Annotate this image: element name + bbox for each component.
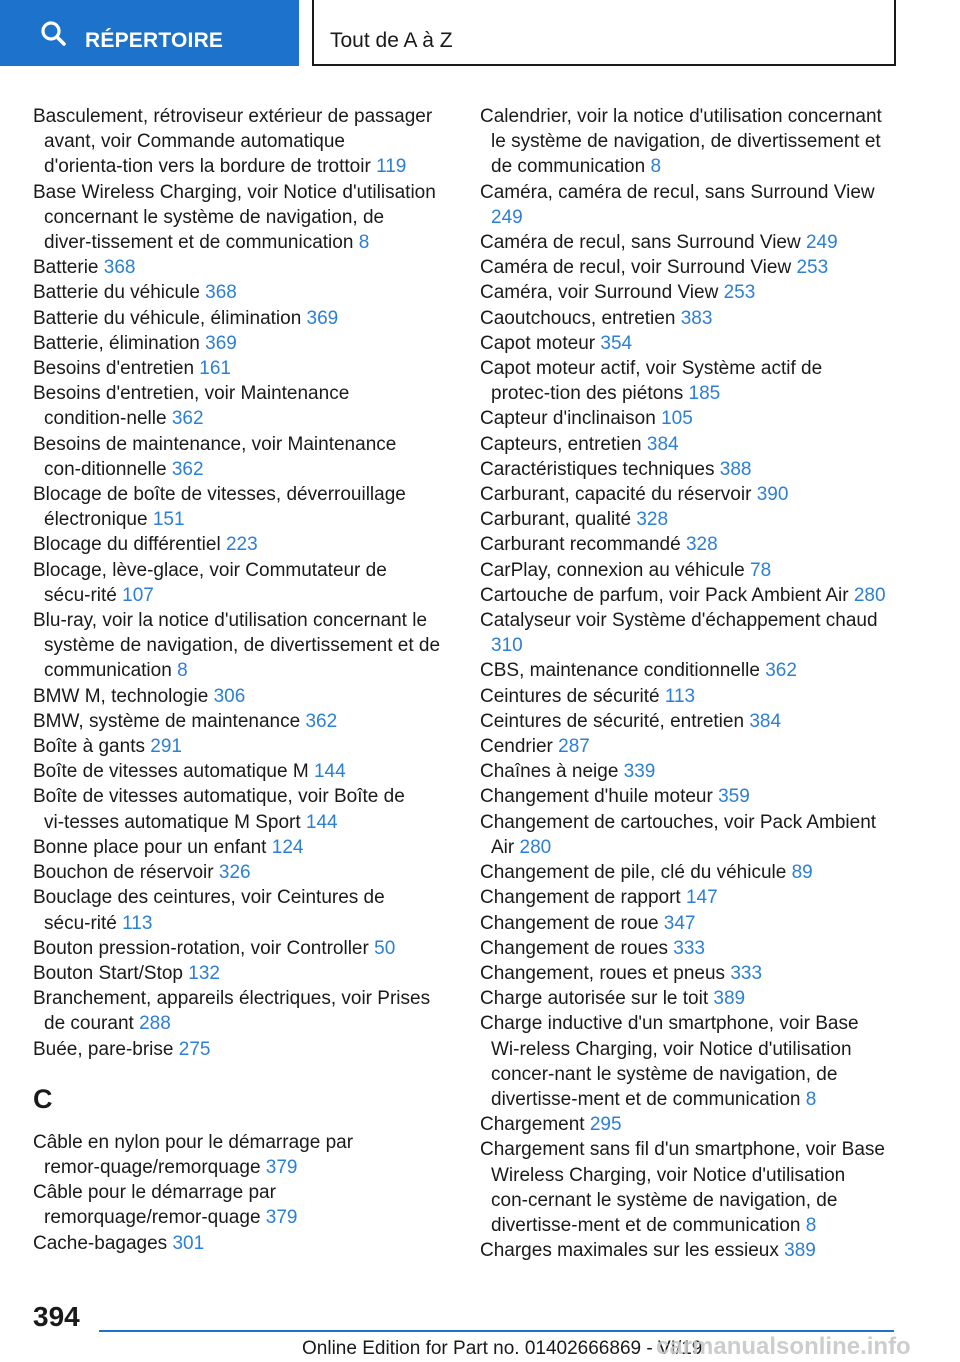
index-entry-text: Batterie du véhicule, élimination — [33, 307, 302, 329]
index-entry-page-link[interactable]: 379 — [265, 1156, 298, 1178]
index-entry-text: Changement de roue — [480, 912, 659, 934]
index-entry — [480, 684, 900, 709]
index-entry-text: Câble en nylon pour le démarrage par remor‑quage/remorquage — [33, 1131, 354, 1178]
index-entry-page-link[interactable]: 249 — [491, 206, 523, 228]
index-entry-text: Capteurs, entretien — [480, 433, 642, 455]
index-entry-page-link[interactable]: 369 — [306, 307, 339, 329]
index-entry-page-link[interactable]: 144 — [313, 761, 346, 783]
index-entry-page-link[interactable]: 78 — [750, 559, 772, 581]
index-entry — [480, 432, 900, 457]
index-entry — [33, 608, 453, 684]
index-entry-page-link[interactable]: 288 — [139, 1013, 171, 1035]
index-entry-text: Cache-bagages — [33, 1232, 168, 1254]
index-entry-text: Ceintures de sécurité — [480, 685, 660, 707]
index-entry-text: Caméra de recul, sans Surround View — [480, 232, 801, 254]
index-entry-text: Batterie du véhicule — [33, 282, 200, 304]
index-entry-page-link[interactable]: 89 — [791, 862, 813, 884]
index-entry-text: Capot moteur — [480, 332, 596, 354]
index-entry — [480, 583, 900, 608]
index-entry-page-link[interactable]: 223 — [225, 534, 258, 556]
index-entry-page-link[interactable]: 253 — [796, 257, 829, 279]
index-entry — [480, 658, 900, 683]
index-entry-text: Chaînes à neige — [480, 761, 619, 783]
index-entry — [33, 885, 453, 935]
index-entry-page-link[interactable]: 362 — [171, 458, 204, 480]
index-entry-page-link[interactable]: 389 — [784, 1240, 816, 1262]
index-entry — [480, 1112, 900, 1137]
index-entry — [480, 885, 900, 910]
index-entry — [33, 936, 453, 961]
index-entry-page-link[interactable]: 113 — [664, 685, 696, 707]
index-entry-page-link[interactable]: 8 — [177, 660, 188, 682]
index-entry-page-link[interactable]: 390 — [756, 484, 789, 506]
index-entry-page-link[interactable]: 119 — [376, 156, 407, 178]
index-entry — [480, 810, 900, 860]
index-entry-text: Câble pour le démarrage par remorquage/remor‑quage — [33, 1182, 276, 1229]
watermark: carmanualsonline.info — [656, 1333, 911, 1360]
index-entry — [33, 835, 453, 860]
index-entry — [33, 432, 453, 482]
index-entry-page-link[interactable]: 354 — [600, 332, 633, 354]
index-entry-page-link[interactable]: 113 — [122, 912, 153, 934]
index-entry-text: BMW M, technologie — [33, 685, 209, 707]
index-entry-text: Carburant, capacité du réservoir — [480, 484, 752, 506]
index-entry-page-link[interactable]: 185 — [688, 383, 721, 405]
index-entry-page-link[interactable]: 326 — [218, 862, 251, 884]
index-entry-page-link[interactable]: 161 — [199, 358, 231, 380]
index-entry-page-link[interactable]: 384 — [646, 433, 679, 455]
index-entry — [480, 306, 900, 331]
index-entry-page-link[interactable]: 383 — [680, 307, 713, 329]
index-entry — [480, 709, 900, 734]
footer-edition: Online Edition for Part no. 01402666869 - VI/19 — [302, 1338, 703, 1359]
index-entry-page-link[interactable]: 306 — [213, 685, 246, 707]
index-entry-text: Bonne place pour un enfant — [33, 836, 267, 858]
index-entry — [480, 331, 900, 356]
index-entry — [480, 507, 900, 532]
index-entry-page-link[interactable]: 384 — [749, 710, 782, 732]
index-entry — [480, 1011, 900, 1112]
index-entry — [33, 104, 453, 180]
index-entry-page-link[interactable]: 347 — [663, 912, 696, 934]
index-entry-text: Caoutchoucs, entretien — [480, 307, 676, 329]
index-entry-text: Blu-ray, voir la notice d'utilisation concernant le système de navigation, de divertissement et de communication — [33, 610, 441, 682]
index-entry — [480, 457, 900, 482]
index-entry-text: Bouclage des ceintures, voir Ceintures de sécu‑rité — [33, 887, 385, 934]
index-entry-text: Besoins de maintenance, voir Maintenance con‑ditionnelle — [33, 433, 397, 480]
index-entry — [33, 1231, 453, 1256]
index-entry-text: Charge autorisée sur le toit — [480, 988, 709, 1010]
index-entry — [33, 255, 453, 280]
index-entry — [480, 356, 900, 406]
index-entry-page-link[interactable]: 328 — [685, 534, 718, 556]
tab-directory-label: RÉPERTOIRE — [85, 29, 224, 52]
index-entry-page-link[interactable]: 389 — [713, 988, 746, 1010]
index-entry-page-link[interactable]: 107 — [122, 584, 154, 606]
index-entry-text: Bouton Start/Stop — [33, 962, 183, 984]
index-entry-page-link[interactable]: 359 — [718, 786, 750, 808]
index-entry-text: Cendrier — [480, 736, 553, 758]
index-entry — [33, 356, 453, 381]
index-entry — [33, 860, 453, 885]
index-entry-text: Cartouche de parfum, voir Pack Ambient Air — [480, 584, 849, 606]
index-entry-text: Batterie — [33, 257, 99, 279]
index-entry-text: Calendrier, voir la notice d'utilisation concernant le système de navigation, de divertissement et de communication — [480, 106, 882, 178]
index-entry — [480, 936, 900, 961]
index-entry-text: Buée, pare-brise — [33, 1038, 174, 1060]
index-entry-page-link[interactable]: 280 — [853, 584, 886, 606]
index-entry-page-link[interactable]: 280 — [519, 836, 552, 858]
index-column-right — [480, 104, 900, 1263]
index-entry — [480, 104, 900, 180]
index-entry — [480, 986, 900, 1011]
index-entry — [33, 986, 453, 1036]
index-entry-page-link[interactable]: 388 — [719, 458, 752, 480]
index-entry-text: Besoins d'entretien — [33, 358, 195, 380]
index-entry-page-link[interactable]: 369 — [205, 332, 237, 354]
index-entry-text: Carburant, qualité — [480, 509, 632, 531]
index-entry — [480, 734, 900, 759]
index-entry-page-link[interactable]: 8 — [358, 232, 370, 254]
index-entry-text: Changement de cartouches, voir Pack Ambient Air — [480, 811, 877, 858]
index-entry — [33, 331, 453, 356]
index-entry-text: Changement de roues — [480, 937, 669, 959]
index-entry-page-link[interactable]: 310 — [491, 635, 523, 657]
index-entry-text: Charge inductive d'un smartphone, voir Base Wi‑reless Charging, voir Notice d'utilisation concer‑nant le système de navigation, de divertisse‑ment et de communication — [480, 1013, 859, 1110]
index-entry-page-link[interactable]: 249 — [805, 232, 838, 254]
index-entry — [480, 911, 900, 936]
index-entry-text: Boîte de vitesses automatique M — [33, 761, 309, 783]
index-entry — [480, 961, 900, 986]
index-entry-text: Bouchon de réservoir — [33, 862, 214, 884]
index-entry-page-link[interactable]: 287 — [558, 736, 590, 758]
index-entry-text: Caméra, voir Surround View — [480, 282, 719, 304]
index-entry — [33, 759, 453, 784]
tab-az[interactable] — [312, 0, 896, 66]
index-entry — [480, 280, 900, 305]
index-entry — [33, 1130, 453, 1180]
index-entry-page-link[interactable]: 328 — [636, 509, 669, 531]
index-entry — [480, 180, 900, 230]
index-entry — [33, 532, 453, 557]
index-entry-text: BMW, système de maintenance — [33, 710, 301, 732]
index-entry-text: Changement de pile, clé du véhicule — [480, 862, 787, 884]
index-entry — [33, 381, 453, 431]
index-entry-text: Base Wireless Charging, voir Notice d'utilisation concernant le système de navigation, de diver‑tissement et de communication — [33, 181, 436, 254]
index-entry-text: CBS, maintenance conditionnelle — [480, 660, 760, 682]
index-entry-text: Boîte à gants — [33, 736, 145, 758]
index-entry — [480, 230, 900, 255]
index-entry-text: Charges maximales sur les essieux — [480, 1240, 779, 1262]
index-entry-page-link[interactable]: 368 — [103, 257, 136, 279]
index-entry-text: Chargement — [480, 1114, 585, 1136]
index-entry-text: Blocage de boîte de vitesses, déverrouillage électronique — [33, 484, 406, 531]
index-entry-page-link[interactable]: 333 — [730, 962, 763, 984]
index-entry-page-link[interactable]: 147 — [685, 887, 718, 909]
index-entry-text: Capot moteur actif, voir Système actif de protec‑tion des piétons — [480, 358, 823, 405]
index-entry-page-link[interactable]: 379 — [265, 1207, 298, 1229]
index-entry — [480, 860, 900, 885]
index-entry — [480, 532, 900, 557]
index-entry-text: Chargement sans fil d'un smartphone, voir Base Wireless Charging, voir Notice d'utilisation con‑cernant le système de navigation, de divertisse‑ment et de communication — [480, 1139, 885, 1236]
index-entry-text: Changement, roues et pneus — [480, 962, 726, 984]
section-letter-c: C — [33, 1083, 53, 1114]
header-tabbar — [0, 0, 960, 66]
search-icon — [40, 20, 66, 46]
index-list-c-continued — [480, 104, 900, 1263]
index-entry-page-link[interactable]: 301 — [172, 1232, 205, 1254]
index-entry — [33, 961, 453, 986]
index-entry-page-link[interactable]: 253 — [723, 282, 756, 304]
index-entry — [480, 558, 900, 583]
index-entry-page-link[interactable]: 8 — [805, 1214, 817, 1236]
index-entry — [33, 784, 453, 834]
index-entry-page-link[interactable]: 50 — [374, 937, 396, 959]
index-entry-text: Blocage du différentiel — [33, 534, 221, 556]
index-entry — [480, 608, 900, 658]
index-entry-text: Basculement, rétroviseur extérieur de passager avant, voir Commande automatique d'orienta‑tion vers la bordure de trottoir — [33, 106, 433, 178]
index-entry-text: Caractéristiques techniques — [480, 458, 715, 480]
index-entry — [33, 1037, 453, 1062]
index-entry — [33, 180, 453, 256]
index-entry — [480, 1238, 900, 1263]
index-entry — [480, 1137, 900, 1238]
index-entry-page-link[interactable]: 8 — [805, 1088, 817, 1110]
index-entry-text: Branchement, appareils électriques, voir Prises de courant — [33, 988, 431, 1035]
index-entry-text: CarPlay, connexion au véhicule — [480, 559, 745, 581]
index-entry-text: Changement de rapport — [480, 887, 681, 909]
index-entry — [480, 759, 900, 784]
index-entry — [33, 306, 453, 331]
index-list-b — [33, 104, 453, 1062]
index-entry-page-link[interactable]: 368 — [205, 282, 237, 304]
index-entry — [480, 784, 900, 809]
index-entry-page-link[interactable]: 362 — [765, 660, 797, 682]
index-entry-page-link[interactable]: 295 — [589, 1114, 622, 1136]
index-entry — [33, 558, 453, 608]
tab-az-label: Tout de A à Z — [330, 29, 453, 52]
index-entry-text: Changement d'huile moteur — [480, 786, 713, 808]
index-entry — [33, 734, 453, 759]
index-entry-page-link[interactable]: 144 — [305, 811, 338, 833]
index-entry — [33, 684, 453, 709]
tab-directory[interactable] — [0, 0, 299, 66]
index-entry-text: Boîte de vitesses automatique, voir Boîte de vi‑tesses automatique M Sport — [33, 786, 405, 833]
index-entry-text: Blocage, lève-glace, voir Commutateur de sécu‑rité — [33, 559, 387, 606]
index-entry — [33, 482, 453, 532]
index-list-c — [33, 1130, 453, 1256]
page-number: 394 — [33, 1301, 80, 1332]
index-entry — [33, 1180, 453, 1230]
index-entry-page-link[interactable]: 151 — [152, 509, 185, 531]
index-entry-page-link[interactable]: 333 — [673, 937, 705, 959]
index-entry-page-link[interactable]: 8 — [650, 156, 662, 178]
index-entry-page-link[interactable]: 105 — [661, 408, 693, 430]
index-entry-text: Caméra, caméra de recul, sans Surround View — [480, 181, 875, 203]
index-entry — [33, 709, 453, 734]
index-entry-page-link[interactable]: 132 — [188, 962, 220, 984]
footer-divider — [99, 1330, 894, 1332]
index-entry-text: Besoins d'entretien, voir Maintenance condition‑nelle — [33, 383, 350, 430]
index-entry-text: Bouton pression-rotation, voir Controller — [33, 937, 369, 959]
index-entry — [480, 255, 900, 280]
index-entry-text: Catalyseur voir Système d'échappement chaud — [480, 610, 878, 632]
index-entry-page-link[interactable]: 362 — [305, 710, 338, 732]
index-entry — [480, 406, 900, 431]
index-entry-text: Batterie, élimination — [33, 332, 200, 354]
index-entry-text: Ceintures de sécurité, entretien — [480, 710, 745, 732]
index-entry — [33, 280, 453, 305]
index-entry-page-link[interactable]: 124 — [271, 836, 304, 858]
index-entry-text: Capteur d'inclinaison — [480, 408, 656, 430]
index-entry-page-link[interactable]: 291 — [150, 736, 182, 758]
index-entry-page-link[interactable]: 362 — [171, 408, 204, 430]
index-entry-page-link[interactable]: 339 — [623, 761, 656, 783]
index-column-left — [33, 104, 453, 1256]
index-entry-page-link[interactable]: 275 — [178, 1038, 211, 1060]
index-entry — [480, 482, 900, 507]
index-entry-text: Caméra de recul, voir Surround View — [480, 257, 792, 279]
index-entry-text: Carburant recommandé — [480, 534, 681, 556]
